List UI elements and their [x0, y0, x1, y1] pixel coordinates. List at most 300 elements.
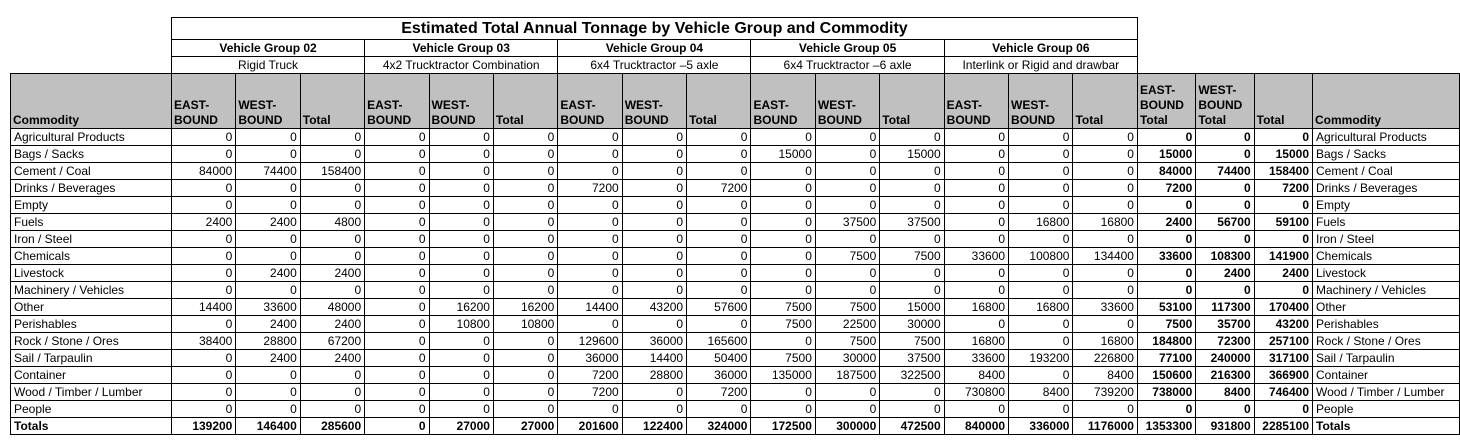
tonnage-cell: 0	[687, 129, 751, 146]
tonnage-cell: 7500	[815, 299, 879, 316]
tonnage-cell: 74400	[1196, 163, 1254, 180]
tonnage-cell: 0	[493, 248, 557, 265]
tonnage-cell: 0	[944, 265, 1008, 282]
tonnage-cell: 7200	[1137, 180, 1195, 197]
tonnage-cell: 16800	[1009, 299, 1073, 316]
commodity-name-right: People	[1313, 401, 1460, 418]
tonnage-cell: 0	[365, 197, 429, 214]
tonnage-cell: 7200	[687, 384, 751, 401]
vehicle-group-name: Vehicle Group 03	[365, 40, 558, 57]
tonnage-cell: 0	[1009, 129, 1073, 146]
tonnage-cell: 139200	[171, 418, 235, 435]
tonnage-cell: 7500	[751, 316, 815, 333]
tonnage-cell: 134400	[1073, 248, 1138, 265]
tonnage-cell: 0	[236, 129, 300, 146]
tonnage-cell: 15000	[880, 146, 944, 163]
tonnage-cell: 0	[365, 282, 429, 299]
tonnage-cell: 0	[429, 282, 493, 299]
vehicle-group-name: Vehicle Group 02	[171, 40, 364, 57]
tonnage-cell: 226800	[1073, 350, 1138, 367]
tonnage-cell: 0	[751, 231, 815, 248]
tonnage-cell: 0	[622, 180, 686, 197]
tonnage-cell: 2400	[1137, 214, 1195, 231]
tonnage-cell: 0	[300, 146, 364, 163]
tonnage-cell: 0	[1073, 146, 1138, 163]
tonnage-cell: 0	[365, 248, 429, 265]
tonnage-cell: 0	[1137, 282, 1195, 299]
tonnage-cell: 0	[493, 401, 557, 418]
commodity-name-right: Totals	[1313, 418, 1460, 435]
tonnage-cell: 2400	[1254, 265, 1312, 282]
vehicle-group-description: 6x4 Trucktractor –6 axle	[751, 57, 944, 74]
tonnage-cell: 7500	[751, 350, 815, 367]
commodity-name: Drinks / Beverages	[11, 180, 172, 197]
tonnage-cell: 2400	[171, 214, 235, 231]
tonnage-cell: 0	[1254, 282, 1312, 299]
tonnage-cell: 36000	[687, 367, 751, 384]
tonnage-cell: 158400	[300, 163, 364, 180]
tonnage-cell: 0	[365, 333, 429, 350]
tonnage-cell: 8400	[1073, 367, 1138, 384]
tonnage-cell: 0	[880, 401, 944, 418]
commodity-name: Perishables	[11, 316, 172, 333]
column-header-westbound: WEST-BOUND	[815, 74, 879, 129]
tonnage-cell: 0	[687, 146, 751, 163]
tonnage-cell: 0	[429, 214, 493, 231]
tonnage-cell: 0	[236, 384, 300, 401]
tonnage-cell: 27000	[493, 418, 557, 435]
commodity-name-right: Machinery / Vehicles	[1313, 282, 1460, 299]
commodity-name: Chemicals	[11, 248, 172, 265]
tonnage-cell: 0	[300, 401, 364, 418]
tonnage-cell: 0	[815, 231, 879, 248]
tonnage-cell: 0	[622, 197, 686, 214]
tonnage-cell: 0	[751, 129, 815, 146]
commodity-name-right: Iron / Steel	[1313, 231, 1460, 248]
table-row	[11, 282, 1460, 299]
tonnage-cell: 0	[815, 265, 879, 282]
tonnage-cell: 0	[751, 282, 815, 299]
table-row	[11, 384, 1460, 401]
vehicle-group-description: Rigid Truck	[171, 57, 364, 74]
tonnage-cell: 0	[622, 163, 686, 180]
tonnage-cell: 300000	[815, 418, 879, 435]
table-row	[11, 316, 1460, 333]
tonnage-cell: 28800	[622, 367, 686, 384]
commodity-name-right: Wood / Timber / Lumber	[1313, 384, 1460, 401]
table-row	[11, 350, 1460, 367]
tonnage-cell: 0	[171, 248, 235, 265]
tonnage-cell: 0	[493, 180, 557, 197]
tonnage-cell: 33600	[944, 248, 1008, 265]
vehicle-group-name: Vehicle Group 05	[751, 40, 944, 57]
tonnage-cell: 37500	[880, 214, 944, 231]
tonnage-cell: 28800	[236, 333, 300, 350]
column-header-eastbound: EAST-BOUND	[944, 74, 1008, 129]
tonnage-cell: 0	[1137, 231, 1195, 248]
tonnage-cell: 84000	[1137, 163, 1195, 180]
tonnage-cell: 0	[1009, 163, 1073, 180]
tonnage-cell: 0	[429, 231, 493, 248]
tonnage-cell: 0	[944, 282, 1008, 299]
vehicle-group-description: 4x2 Trucktractor Combination	[365, 57, 558, 74]
commodity-name: Container	[11, 367, 172, 384]
tonnage-cell: 730800	[944, 384, 1008, 401]
table-row	[11, 367, 1460, 384]
tonnage-cell: 0	[429, 146, 493, 163]
tonnage-cell: 0	[1254, 231, 1312, 248]
tonnage-cell: 0	[1137, 129, 1195, 146]
tonnage-cell: 0	[880, 384, 944, 401]
table-row	[11, 231, 1460, 248]
tonnage-cell: 0	[815, 282, 879, 299]
tonnage-cell: 0	[365, 401, 429, 418]
tonnage-cell: 0	[300, 231, 364, 248]
tonnage-cell: 0	[429, 197, 493, 214]
tonnage-cell: 0	[687, 282, 751, 299]
corner-blank	[11, 18, 172, 40]
tonnage-cell: 0	[687, 265, 751, 282]
tonnage-cell: 108300	[1196, 248, 1254, 265]
tonnage-cell: 0	[558, 231, 622, 248]
tonnage-cell: 0	[429, 401, 493, 418]
tonnage-cell: 739200	[1073, 384, 1138, 401]
tonnage-cell: 0	[944, 316, 1008, 333]
tonnage-cell: 0	[171, 282, 235, 299]
tonnage-cell: 37500	[880, 350, 944, 367]
commodity-name: Iron / Steel	[11, 231, 172, 248]
tonnage-cell: 8400	[1009, 384, 1073, 401]
tonnage-cell: 0	[687, 248, 751, 265]
tonnage-cell: 16200	[429, 299, 493, 316]
tonnage-cell: 0	[365, 265, 429, 282]
tonnage-cell: 0	[365, 163, 429, 180]
tonnage-cell: 0	[1073, 265, 1138, 282]
tonnage-cell: 0	[1073, 282, 1138, 299]
tonnage-cell: 16800	[1009, 214, 1073, 231]
tonnage-cell: 2400	[300, 350, 364, 367]
tonnage-cell: 0	[1196, 282, 1254, 299]
tonnage-cell: 184800	[1137, 333, 1195, 350]
tonnage-cell: 0	[1073, 129, 1138, 146]
tonnage-cell: 8400	[944, 367, 1008, 384]
tonnage-cell: 366900	[1254, 367, 1312, 384]
tonnage-cell: 0	[622, 214, 686, 231]
tonnage-cell: 0	[944, 401, 1008, 418]
tonnage-cell: 0	[687, 197, 751, 214]
tonnage-cell: 0	[493, 265, 557, 282]
column-header-westbound: WEST-BOUND	[1009, 74, 1073, 129]
tonnage-cell: 146400	[236, 418, 300, 435]
tonnage-cell: 0	[1009, 146, 1073, 163]
tonnage-cell: 0	[558, 282, 622, 299]
table-row	[11, 129, 1460, 146]
tonnage-cell: 0	[622, 146, 686, 163]
tonnage-cell: 27000	[429, 418, 493, 435]
commodity-name-right: Cement / Coal	[1313, 163, 1460, 180]
tonnage-cell: 0	[300, 129, 364, 146]
title-blank	[1137, 18, 1459, 40]
tonnage-cell: 0	[236, 231, 300, 248]
tonnage-cell: 129600	[558, 333, 622, 350]
commodity-name-right: Other	[1313, 299, 1460, 316]
tonnage-cell: 0	[944, 129, 1008, 146]
tonnage-cell: 2400	[236, 265, 300, 282]
tonnage-cell: 0	[558, 265, 622, 282]
tonnage-cell: 7200	[558, 384, 622, 401]
column-header-westbound-total: WEST-BOUND Total	[1196, 74, 1254, 129]
commodity-name: Livestock	[11, 265, 172, 282]
table-row	[11, 214, 1460, 231]
tonnage-cell: 2400	[236, 214, 300, 231]
table-row	[11, 265, 1460, 282]
tonnage-cell: 0	[365, 384, 429, 401]
tonnage-cell: 0	[300, 384, 364, 401]
tonnage-cell: 1176000	[1073, 418, 1138, 435]
tonnage-cell: 30000	[815, 350, 879, 367]
desc-row-blank-right	[1137, 57, 1459, 74]
tonnage-cell: 16800	[944, 333, 1008, 350]
tonnage-cell: 43200	[1254, 316, 1312, 333]
tonnage-cell: 0	[1254, 401, 1312, 418]
tonnage-cell: 0	[815, 129, 879, 146]
column-header-total: Total	[493, 74, 557, 129]
commodity-name: Empty	[11, 197, 172, 214]
tonnage-cell: 0	[1009, 333, 1073, 350]
tonnage-cell: 0	[558, 146, 622, 163]
tonnage-cell: 16800	[944, 299, 1008, 316]
tonnage-cell: 10800	[429, 316, 493, 333]
column-header-total: Total	[300, 74, 364, 129]
tonnage-cell: 0	[171, 180, 235, 197]
tonnage-cell: 0	[1073, 197, 1138, 214]
tonnage-cell: 16200	[493, 299, 557, 316]
tonnage-cell: 0	[622, 384, 686, 401]
tonnage-cell: 0	[429, 384, 493, 401]
tonnage-cell: 35700	[1196, 316, 1254, 333]
tonnage-cell: 0	[1196, 180, 1254, 197]
tonnage-cell: 0	[622, 282, 686, 299]
tonnage-cell: 0	[1073, 231, 1138, 248]
tonnage-cell: 7500	[880, 248, 944, 265]
tonnage-cell: 0	[622, 129, 686, 146]
vehicle-group-description: Interlink or Rigid and drawbar	[944, 57, 1137, 74]
tonnage-cell: 14400	[558, 299, 622, 316]
tonnage-cell: 0	[1137, 265, 1195, 282]
tonnage-cell: 48000	[300, 299, 364, 316]
tonnage-cell: 14400	[171, 299, 235, 316]
table-row	[11, 333, 1460, 350]
tonnage-cell: 0	[687, 163, 751, 180]
tonnage-cell: 285600	[300, 418, 364, 435]
tonnage-cell: 322500	[880, 367, 944, 384]
tonnage-cell: 0	[1009, 197, 1073, 214]
tonnage-cell: 0	[171, 401, 235, 418]
tonnage-cell: 0	[1073, 180, 1138, 197]
tonnage-cell: 0	[815, 146, 879, 163]
tonnage-cell: 0	[687, 316, 751, 333]
tonnage-cell: 0	[815, 180, 879, 197]
tonnage-cell: 0	[944, 214, 1008, 231]
tonnage-cell: 7500	[880, 333, 944, 350]
desc-row-blank	[11, 57, 172, 74]
tonnage-cell: 193200	[1009, 350, 1073, 367]
tonnage-cell: 0	[429, 265, 493, 282]
tonnage-cell: 0	[429, 248, 493, 265]
tonnage-cell: 0	[751, 401, 815, 418]
commodity-name: Totals	[11, 418, 172, 435]
tonnage-cell: 36000	[558, 350, 622, 367]
commodity-name-right: Bags / Sacks	[1313, 146, 1460, 163]
tonnage-cell: 0	[1137, 197, 1195, 214]
tonnage-cell: 0	[300, 197, 364, 214]
commodity-name: Wood / Timber / Lumber	[11, 384, 172, 401]
tonnage-cell: 0	[880, 231, 944, 248]
tonnage-cell: 0	[365, 418, 429, 435]
column-header-eastbound: EAST-BOUND	[365, 74, 429, 129]
vehicle-group-name: Vehicle Group 06	[944, 40, 1137, 57]
tonnage-cell: 122400	[622, 418, 686, 435]
tonnage-cell: 158400	[1254, 163, 1312, 180]
tonnage-cell: 0	[493, 163, 557, 180]
tonnage-cell: 0	[687, 401, 751, 418]
tonnage-cell: 0	[687, 214, 751, 231]
tonnage-cell: 0	[622, 248, 686, 265]
column-header-eastbound: EAST-BOUND	[751, 74, 815, 129]
tonnage-cell: 0	[1196, 146, 1254, 163]
tonnage-cell: 15000	[880, 299, 944, 316]
tonnage-cell: 22500	[815, 316, 879, 333]
commodity-name: Machinery / Vehicles	[11, 282, 172, 299]
commodity-name-right: Drinks / Beverages	[1313, 180, 1460, 197]
column-header-commodity-right: Commodity	[1313, 74, 1460, 129]
group-row-blank	[11, 40, 172, 57]
tonnage-cell: 317100	[1254, 350, 1312, 367]
tonnage-cell: 0	[1009, 282, 1073, 299]
commodity-name: Cement / Coal	[11, 163, 172, 180]
tonnage-cell: 0	[622, 401, 686, 418]
tonnage-cell: 0	[429, 163, 493, 180]
tonnage-cell: 0	[1073, 163, 1138, 180]
tonnage-cell: 0	[236, 367, 300, 384]
tonnage-cell: 0	[236, 180, 300, 197]
tonnage-cell: 141900	[1254, 248, 1312, 265]
tonnage-cell: 0	[429, 129, 493, 146]
tonnage-cell: 117300	[1196, 299, 1254, 316]
tonnage-cell: 0	[751, 248, 815, 265]
tonnage-cell: 100800	[1009, 248, 1073, 265]
tonnage-cell: 0	[1009, 401, 1073, 418]
column-header-total: Total	[1073, 74, 1138, 129]
tonnage-cell: 0	[493, 146, 557, 163]
tonnage-cell: 33600	[1073, 299, 1138, 316]
tonnage-cell: 0	[944, 163, 1008, 180]
tonnage-cell: 0	[300, 367, 364, 384]
tonnage-cell: 2400	[1196, 265, 1254, 282]
tonnage-cell: 0	[880, 282, 944, 299]
tonnage-cell: 172500	[751, 418, 815, 435]
tonnage-cell: 59100	[1254, 214, 1312, 231]
tonnage-cell: 0	[880, 180, 944, 197]
tonnage-cell: 931800	[1196, 418, 1254, 435]
tonnage-cell: 201600	[558, 418, 622, 435]
tonnage-cell: 0	[1073, 401, 1138, 418]
tonnage-cell: 15000	[1254, 146, 1312, 163]
column-header-eastbound: EAST-BOUND	[171, 74, 235, 129]
commodity-name-right: Fuels	[1313, 214, 1460, 231]
tonnage-cell: 0	[622, 231, 686, 248]
tonnage-cell: 74400	[236, 163, 300, 180]
tonnage-cell: 0	[429, 367, 493, 384]
commodity-name: Rock / Stone / Ores	[11, 333, 172, 350]
tonnage-cell: 0	[558, 163, 622, 180]
tonnage-cell: 0	[365, 180, 429, 197]
tonnage-cell: 0	[558, 248, 622, 265]
tonnage-cell: 15000	[751, 146, 815, 163]
tonnage-cell: 0	[236, 401, 300, 418]
commodity-name-right: Perishables	[1313, 316, 1460, 333]
tonnage-cell: 33600	[944, 350, 1008, 367]
tonnage-cell: 0	[493, 384, 557, 401]
tonnage-cell: 0	[429, 350, 493, 367]
tonnage-cell: 0	[365, 214, 429, 231]
group-row-blank-right	[1137, 40, 1459, 57]
tonnage-cell: 7200	[1254, 180, 1312, 197]
tonnage-cell: 0	[1009, 231, 1073, 248]
tonnage-cell: 0	[365, 299, 429, 316]
tonnage-cell: 0	[880, 265, 944, 282]
commodity-name: Agricultural Products	[11, 129, 172, 146]
table-row	[11, 197, 1460, 214]
tonnage-cell: 0	[815, 197, 879, 214]
column-header-westbound: WEST-BOUND	[622, 74, 686, 129]
tonnage-cell: 0	[1196, 197, 1254, 214]
tonnage-cell: 187500	[815, 367, 879, 384]
commodity-name-right: Livestock	[1313, 265, 1460, 282]
tonnage-cell: 67200	[300, 333, 364, 350]
tonnage-cell: 0	[236, 282, 300, 299]
table-row	[11, 163, 1460, 180]
tonnage-cell: 0	[493, 282, 557, 299]
tonnage-cell: 0	[622, 316, 686, 333]
tonnage-cell: 240000	[1196, 350, 1254, 367]
tonnage-cell: 0	[1137, 401, 1195, 418]
tonnage-cell: 0	[236, 197, 300, 214]
tonnage-cell: 4800	[300, 214, 364, 231]
totals-row	[11, 418, 1460, 435]
tonnage-cell: 0	[751, 333, 815, 350]
tonnage-cell: 0	[1009, 367, 1073, 384]
tonnage-cell: 324000	[687, 418, 751, 435]
tonnage-cell: 0	[1254, 129, 1312, 146]
tonnage-cell: 72300	[1196, 333, 1254, 350]
commodity-name: People	[11, 401, 172, 418]
tonnage-cell: 0	[815, 401, 879, 418]
tonnage-cell: 50400	[687, 350, 751, 367]
tonnage-cell: 1353300	[1137, 418, 1195, 435]
tonnage-cell: 0	[815, 163, 879, 180]
tonnage-cell: 0	[429, 180, 493, 197]
tonnage-cell: 840000	[944, 418, 1008, 435]
tonnage-cell: 0	[493, 214, 557, 231]
tonnage-cell: 0	[751, 265, 815, 282]
tonnage-cell: 257100	[1254, 333, 1312, 350]
commodity-name-right: Agricultural Products	[1313, 129, 1460, 146]
commodity-name: Fuels	[11, 214, 172, 231]
table-row	[11, 180, 1460, 197]
tonnage-cell: 0	[1196, 401, 1254, 418]
commodity-name-right: Sail / Tarpaulin	[1313, 350, 1460, 367]
